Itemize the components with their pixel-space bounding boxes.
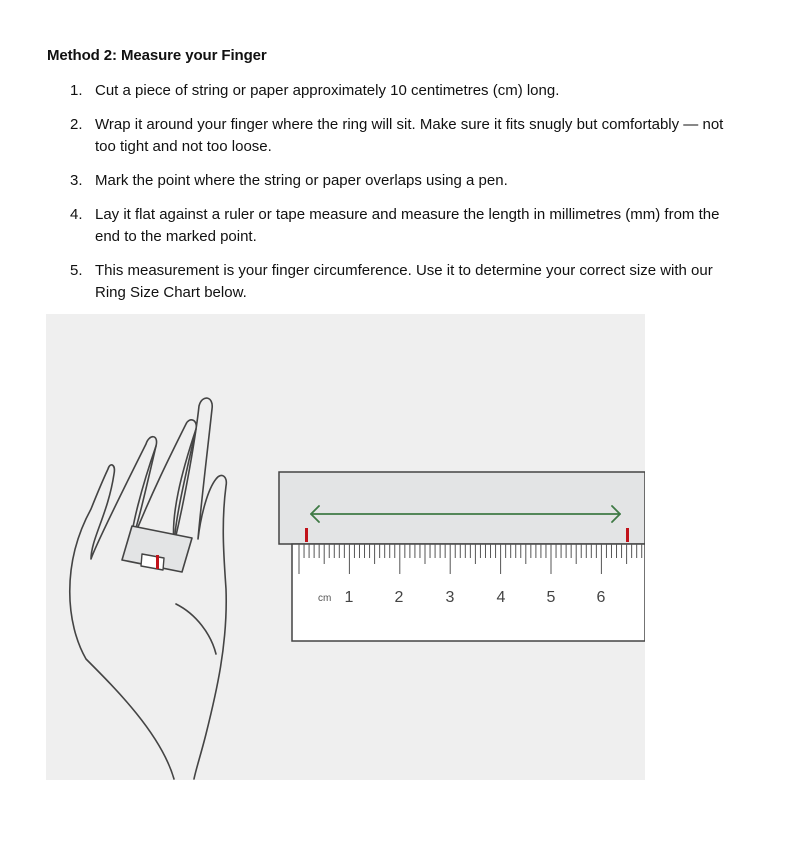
step-number: 4. bbox=[70, 206, 83, 223]
step-text: This measurement is your finger circumference. Use it to determine your correct size with our Ring Size Chart below. bbox=[95, 262, 713, 301]
instruction-step bbox=[47, 114, 747, 158]
measurement-illustration bbox=[46, 314, 645, 780]
pen-mark bbox=[156, 555, 159, 569]
step-number: 5. bbox=[70, 262, 83, 279]
step-text: Mark the point where the string or paper overlaps using a pen. bbox=[95, 172, 508, 189]
ruler-unit-label: cm bbox=[318, 593, 332, 604]
ruler-number: 1 bbox=[344, 589, 354, 606]
ruler-number: 3 bbox=[445, 589, 455, 606]
illustration-svg bbox=[46, 314, 645, 780]
start-mark bbox=[305, 528, 308, 542]
section-heading: Method 2: Measure your Finger bbox=[47, 47, 267, 64]
measured-paper-strip bbox=[279, 472, 645, 544]
instruction-step bbox=[47, 80, 747, 102]
instruction-step bbox=[47, 204, 747, 248]
ruler-number: 2 bbox=[394, 589, 404, 606]
step-number: 1. bbox=[70, 82, 83, 99]
ruler-number: 5 bbox=[546, 589, 556, 606]
step-number: 3. bbox=[70, 172, 83, 189]
ruler-number: 4 bbox=[496, 589, 506, 606]
instruction-list bbox=[47, 80, 747, 316]
step-text: Lay it flat against a ruler or tape measure and measure the length in millimetres (mm) from the end to the marked point. bbox=[95, 206, 720, 245]
paper-strip-on-finger bbox=[122, 526, 192, 572]
step-number: 2. bbox=[70, 116, 83, 133]
hand-illustration bbox=[70, 398, 227, 779]
instruction-step bbox=[47, 260, 747, 304]
ruler-number: 6 bbox=[596, 589, 606, 606]
step-text: Cut a piece of string or paper approximately 10 centimetres (cm) long. bbox=[95, 82, 560, 99]
hand-outline bbox=[70, 398, 227, 779]
step-text: Wrap it around your finger where the ring will sit. Make sure it fits snugly but comfortably — not too tight and not too loose. bbox=[95, 116, 724, 155]
end-mark bbox=[626, 528, 629, 542]
instruction-step bbox=[47, 170, 747, 192]
palm-line bbox=[176, 604, 216, 654]
ruler-illustration bbox=[279, 472, 645, 641]
